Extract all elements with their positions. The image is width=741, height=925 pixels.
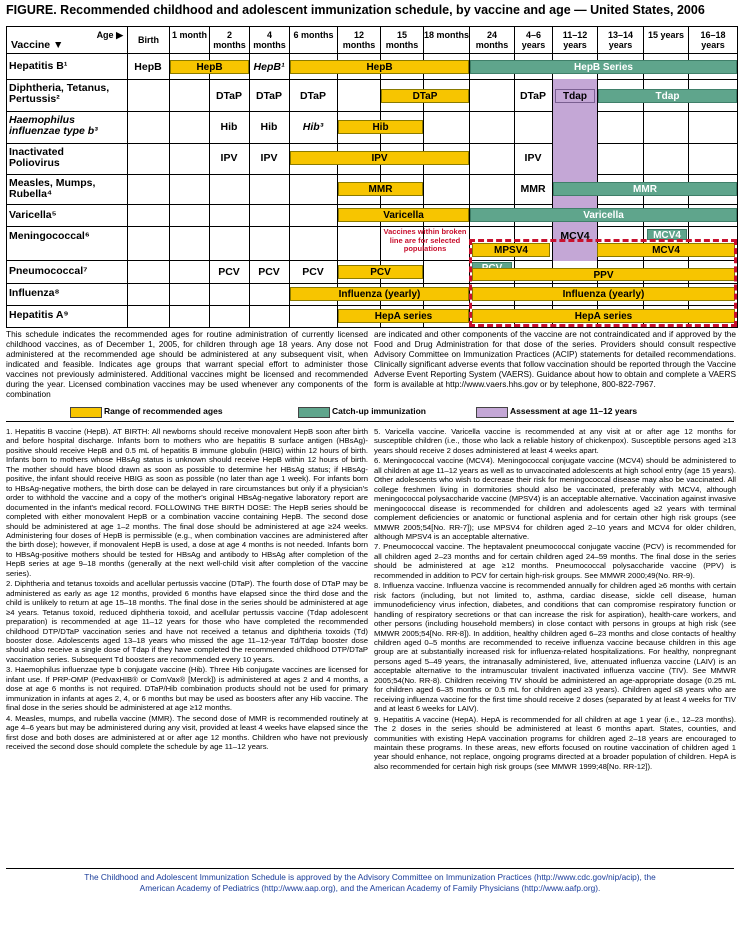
ppv-bar: PPV — [472, 268, 735, 281]
hepb-4m: HepB¹ — [253, 61, 285, 73]
mcv4-bar: MCV4 — [597, 243, 735, 257]
mcv4-11-12y: MCV4 — [560, 230, 590, 242]
footer-divider — [6, 868, 734, 869]
schedule-note-right: are indicated and other components of the vaccine are not contraindicated and if approved by the Food and Drug Administration for that dose of the series. Providers should consult respective Advisory Committee on Immunization Practices (ACIP) statements for detailed recommendations. Clinically significant adverse events that follow vaccination should be reported through the Vaccine Adverse Event Reporting System (VAERS). Guidance about how to obtain and complete a VAERS form is available at http://www.vaers.hhs.gov or by telephone, 800-822-7967. — [374, 329, 736, 389]
hib-6m: Hib³ — [302, 121, 324, 133]
row-label-hepb: Hepatitis B¹ — [9, 60, 68, 72]
footer — [6, 872, 734, 894]
footnote-8: 8. Influenza vaccine. Influenza vaccine is recommended annually for children aged ≥6 months with certain risk factors (including, but not limited to, asthma, cardiac disease, sickle cell disease, human immunodeficiency virus infection, diabetes, and conditions that can compromise respiratory function or handling of respiratory secretions or that can increase the risk for aspiration), health-care workers, and other persons (including household members) in close contact with persons in groups at high risk (see MMWR 2005;54[No. RR-8]). In addition, healthy children aged 6–23 months and close contacts of healthy children aged 0–5 months are recommended to receive influenza vaccine because children in this age group are at substantially increased risk for influenza-related hospitalizations. For healthy, nonpregnant persons aged 5–49 years, the intranasally administered, live, attenuated influenza vaccine (LAIV) is an acceptable alternative to the intramuscular trivalent inactivated influenza vaccine (TIV). See MMWR 2005;54(No. RR-8). Children receiving TIV should be administered an age-appropriate dosage (0.25 mL for children aged 6–35 months or 0.5 mL for children aged ≥3 years). Children aged ≤8 years who are receiving influenza vaccine for the first time should receive 2 doses (separated by at least 4 weeks for TIV and at least 6 weeks for LAIV). — [374, 581, 736, 714]
hepa-bar: HepA series — [338, 309, 469, 323]
influenza-bar: Influenza (yearly) — [290, 287, 469, 301]
dash-note: Vaccines within broken line are for selected populations — [383, 227, 467, 253]
ipv-4m: IPV — [260, 152, 278, 164]
footnote-6: 6. Meningococcal vaccine (MCV4). Meningococcal conjugate vaccine (MCV4) should be administered to all children at age 11–12 years as well as to unvaccinated adolescents at high school entry (age 15 years). Other adolescents who wish to decrease their risk for meningococcal disease may also be vaccinated. All college freshmen living in dormitories should also be vaccinated, preferably with MCV4, although meningococcal polysaccharide vaccine (MPSV4) is an acceptable alternative. Vaccination against invasive meningococcal disease is recommended for children and adolescents aged ≥2 years with terminal complement deficiencies or anatomic or functional asplenia and for certain other high risk groups (see MMWR 2005;54[No. RR-7]); use MPSV4 for children aged 2–10 years and MCV4 for older children, although MPSV4 is an acceptable alternative. — [374, 456, 736, 541]
schedule-note-left: This schedule indicates the recommended ages for routine administration of currently licensed childhood vaccines, as of December 1, 2005, for children through age 18 years. Any dose not administered at the recommended age should be administered at any subsequent visit, when indicated and feasible. Indicates age groups that warrant special effort to administer those vaccines not previously administered. Additional vaccines might be licensed and recommended during the year. Licensed combination vaccines may be used whenever any components of the combination — [6, 329, 368, 399]
row-label-mmr: Measles, Mumps, Rubella⁴ — [9, 177, 96, 200]
varicella-bar: Varicella — [338, 208, 469, 222]
dtap-4-6y: DTaP — [519, 90, 547, 102]
divider — [6, 421, 734, 422]
footnotes-right — [374, 427, 736, 867]
ipv-4-6y: IPV — [524, 152, 542, 164]
age-header-24m: 24 months — [469, 27, 514, 53]
dtap-bar: DTaP — [381, 89, 469, 103]
schedule-grid — [6, 26, 738, 328]
hepb-birth: HepB — [134, 61, 162, 73]
mmr-bar: MMR — [338, 182, 423, 196]
age-header-13-14y: 13–14 years — [597, 27, 643, 53]
pcv-4m: PCV — [258, 266, 280, 278]
hepb-bar-2: HepB — [290, 60, 469, 74]
footnote-5: 5. Varicella vaccine. Varicella vaccine is recommended at any visit at or after age 12 months for susceptible children (i.e., those who lack a reliable history of chickenpox). Susceptible persons aged ≥13 years should receive 2 doses administered at least 4 weeks apart. — [374, 427, 736, 455]
footnote-1: 1. Hepatitis B vaccine (HepB). AT BIRTH: All newborns should receive monovalent HepB soon after birth and before hospital discharge. Infants born to mothers who are hepatitis B surface antigen (HBsAg)-positive should receive HepB and 0.5 mL of hepatitis B immune globulin (HBIG) within 12 hours of birth. Infants born to mothers whose HBsAg status is unknown should receive HepB within 12 hours of birth. The mother should have blood drawn as soon as possible to determine her HBsAg status; if HBsAg-positive, the infant should receive HBIG as soon as possible (no later than age 1 week). For infants born to HBsAg-negative mothers, the birth dose can be delayed in rare circumstances but only if a physician's order to withhold the vaccine and a copy of the mother's original HBsAg-negative laboratory report are documented in the infant's medical record. FOLLOWING THE BIRTH DOSE: The HepB series should be completed with either monovalent HepB or a combination vaccine containing HepB. The second dose should be administered at age 1–2 months. The final dose should be administered at age ≥24 weeks. Administering four doses of HepB is permissible (e.g., when combination vaccines are administered after the birth dose); however, if monovalent HepB is used, a dose at age 4 months is not needed. Infants born to HBsAg-positive mothers should be tested for HBsAg and antibody to HBsAg after completion of the HepB series at age 9–18 months (generally at the next well-child visit after completion of the vaccine series). — [6, 427, 368, 578]
age-header-16-18y: 16–18 years — [688, 27, 737, 53]
age-header-15y: 15 years — [643, 27, 688, 53]
footnotes-left — [6, 427, 368, 867]
footer-line-1[interactable]: The Childhood and Adolescent Immunization Schedule is approved by the Advisory Committee on Immunization Practices (http://www.cdc.gov/nip/acip), the — [84, 872, 656, 882]
mmr-catchup-bar: MMR — [553, 182, 737, 196]
row-label-varicella: Varicella⁵ — [9, 209, 57, 221]
legend-swatch-range — [70, 407, 102, 418]
figure-title: FIGURE. Recommended childhood and adolescent immunization schedule, by vaccine and age — United States, 2006 — [6, 3, 705, 17]
hepb-series-bar: HepB Series — [470, 60, 737, 74]
header-corner — [7, 27, 127, 53]
tdap-11-12y: Tdap — [555, 89, 595, 103]
selected-populations-box — [469, 239, 737, 327]
age-header-12m: 12 months — [337, 27, 380, 53]
row-label-dtap: Diphtheria, Tetanus, Pertussis² — [9, 82, 110, 105]
row-label-ipv: Inactivated Poliovirus — [9, 146, 64, 169]
footnote-2: 2. Diphtheria and tetanus toxoids and acellular pertussis vaccine (DTaP). The fourth dose of DTaP may be administered as early as age 12 months, provided 6 months have elapsed since the third dose and the child is unlikely to return at age 15–18 months. The final dose in the series should be administered at age ≥4 years. Tetanus toxoid, reduced diphtheria toxoid, and acellular pertussis vaccine (Tdap adolescent preparation) is recommended at age 11–12 years for those who have completed the recommended childhood DTP/DTaP vaccination series and have not received a tetanus and diphtheria toxoids (Td) booster dose. Adolescents aged 13–18 years who missed the age 11–12-year Td/Tdap booster dose should also receive a single dose of Tdap if they have completed the recommended childhood DTP/DTaP vaccination series. Subsequent Td boosters are recommended every 10 years. — [6, 579, 368, 664]
age-header-1m: 1 month — [169, 27, 209, 53]
hib-4m: Hib — [260, 121, 278, 133]
legend-swatch-catchup — [298, 407, 330, 418]
ipv-bar: IPV — [290, 151, 469, 165]
footnote-9: 9. Hepatitis A vaccine (HepA). HepA is recommended for all children at age 1 year (i.e., 12–23 months). The 2 doses in the series should be administered at least 6 months apart. States, counties, and communities with existing HepA vaccination programs for children aged 2–18 years are encouraged to maintain these programs. In these areas, new efforts focused on routine vaccination of children aged 1 year should enhance, not replace, ongoing programs directed at a broader population of children. HepA is also recommended for certain high risk groups (see MMWR 1999;48[No. RR-12]). — [374, 714, 736, 771]
dtap-4m: DTaP — [255, 90, 283, 102]
hib-bar: Hib — [338, 120, 423, 134]
dtap-6m: DTaP — [299, 90, 327, 102]
age-label: Age ▶ — [96, 30, 123, 40]
footnote-7: 7. Pneumococcal vaccine. The heptavalent pneumococcal conjugate vaccine (PCV) is recommended for all children aged 2–23 months and for certain children aged 24–59 months. The final dose in the series should be administered at age ≥12 months. Pneumococcal polysaccharide vaccine (PPV) is recommended in addition to PCV for certain high-risk groups. See MMWR 2000;49(No. RR-9). — [374, 542, 736, 580]
age-header-18m: 18 months — [423, 27, 469, 53]
pcv-6m: PCV — [302, 266, 324, 278]
legend-range: Range of recommended ages — [104, 406, 223, 416]
age-header-15m: 15 months — [380, 27, 423, 53]
ipv-2m: IPV — [220, 152, 238, 164]
mmr-4-6y: MMR — [520, 183, 546, 195]
varicella-catchup-bar: Varicella — [470, 208, 737, 222]
age-header-birth: Birth — [127, 27, 169, 53]
age-header-4m: 4 months — [249, 27, 289, 53]
legend-catchup: Catch-up immunization — [332, 406, 426, 416]
age-header-4-6y: 4–6 years — [514, 27, 552, 53]
row-label-pneumococcal: Pneumococcal⁷ — [9, 265, 88, 277]
pcv-2m: PCV — [218, 266, 240, 278]
legend-swatch-assess — [476, 407, 508, 418]
age-header-2m: 2 months — [209, 27, 249, 53]
tdap-catchup-bar: Tdap — [598, 89, 737, 103]
footnote-4: 4. Measles, mumps, and rubella vaccine (MMR). The second dose of MMR is recommended routinely at age 4–6 years but may be administered during any visit, provided at least 4 weeks have elapsed since the first dose and both doses are administered at or after age 12 months. Children who have not previously received the second dose should complete the schedule by age 11–12 years. — [6, 713, 368, 751]
row-label-hib: Haemophilus influenzae type b³ — [9, 114, 98, 137]
hib-2m: Hib — [220, 121, 238, 133]
hepb-bar-1: HepB — [170, 60, 249, 74]
mcv4-15y: MCV4 — [647, 229, 687, 240]
age-header-11-12y: 11–12 years — [552, 27, 597, 53]
mpsv4-bar: MPSV4 — [472, 243, 550, 257]
hepa-selected-bar: HepA series — [472, 309, 735, 323]
row-label-meningococcal: Meningococcal⁶ — [9, 230, 90, 242]
row-label-influenza: Influenza⁸ — [9, 287, 60, 299]
influenza-selected-bar: Influenza (yearly) — [472, 287, 735, 301]
footnote-3: 3. Haemophilus influenzae type b conjugate vaccine (Hib). Three Hib conjugate vaccines are licensed for infant use. If PRP-OMP (PedvaxHIB® or ComVax® [Merck]) is administered at ages 2 and 4 months, a dose at age 6 months is not required. DTaP/Hib combination products should not be used for primary immunization in infants at ages 2, 4, or 6 months but may be used as boosters after any Hib vaccine. The final dose in the series should be administered at age ≥12 months. — [6, 665, 368, 713]
footer-line-2[interactable]: American Academy of Pediatrics (http://www.aap.org), and the American Academy of Family Physicians (http://www.aafp.org). — [139, 883, 601, 893]
row-label-hepa: Hepatitis A⁹ — [9, 309, 69, 321]
vaccine-label: Vaccine ▼ — [11, 39, 64, 51]
pcv-bar: PCV — [338, 265, 423, 279]
age-header-6m: 6 months — [289, 27, 337, 53]
legend-assess: Assessment at age 11–12 years — [510, 406, 638, 416]
dtap-2m: DTaP — [215, 90, 243, 102]
